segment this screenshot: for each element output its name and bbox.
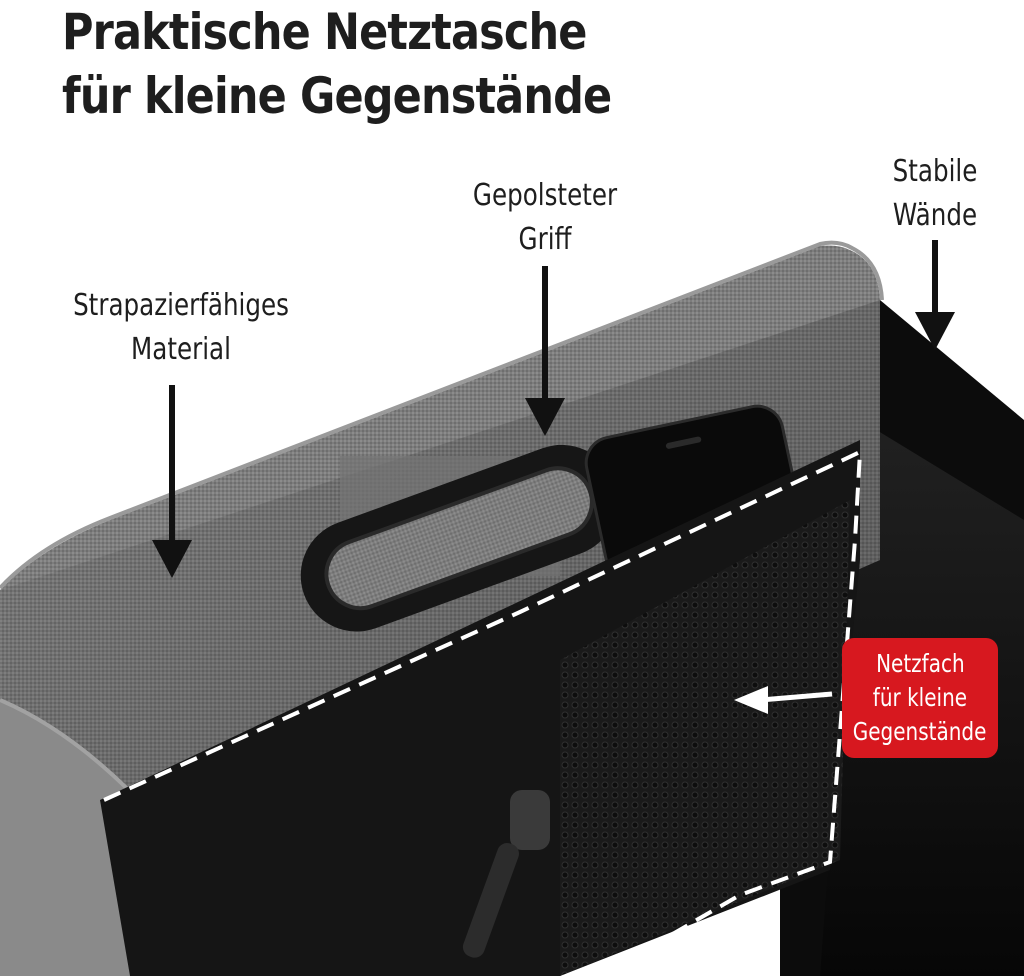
label-walls [874,150,997,238]
label-walls-line-1: Stabile [892,154,978,189]
net-pocket-callout [842,638,998,758]
callout-line-3: Gegenstände [853,717,987,746]
arrow-material [152,385,192,578]
label-handle-line-2: Griff [518,222,572,257]
label-walls-line-2: Wände [892,198,978,233]
callout-line-2: für kleine [872,683,968,712]
arrow-walls [915,240,955,350]
headline [62,0,611,128]
label-material-line-2: Material [131,332,231,367]
headline-line-2: für kleine Gegenstände [62,67,612,125]
label-handle [459,174,631,262]
label-handle-line-1: Gepolsteter [472,178,618,213]
callout-line-1: Netzfach [875,649,965,678]
label-material [62,284,300,372]
label-material-line-1: Strapazierfähiges [73,288,289,323]
headline-line-1: Praktische Netztasche [62,3,587,61]
